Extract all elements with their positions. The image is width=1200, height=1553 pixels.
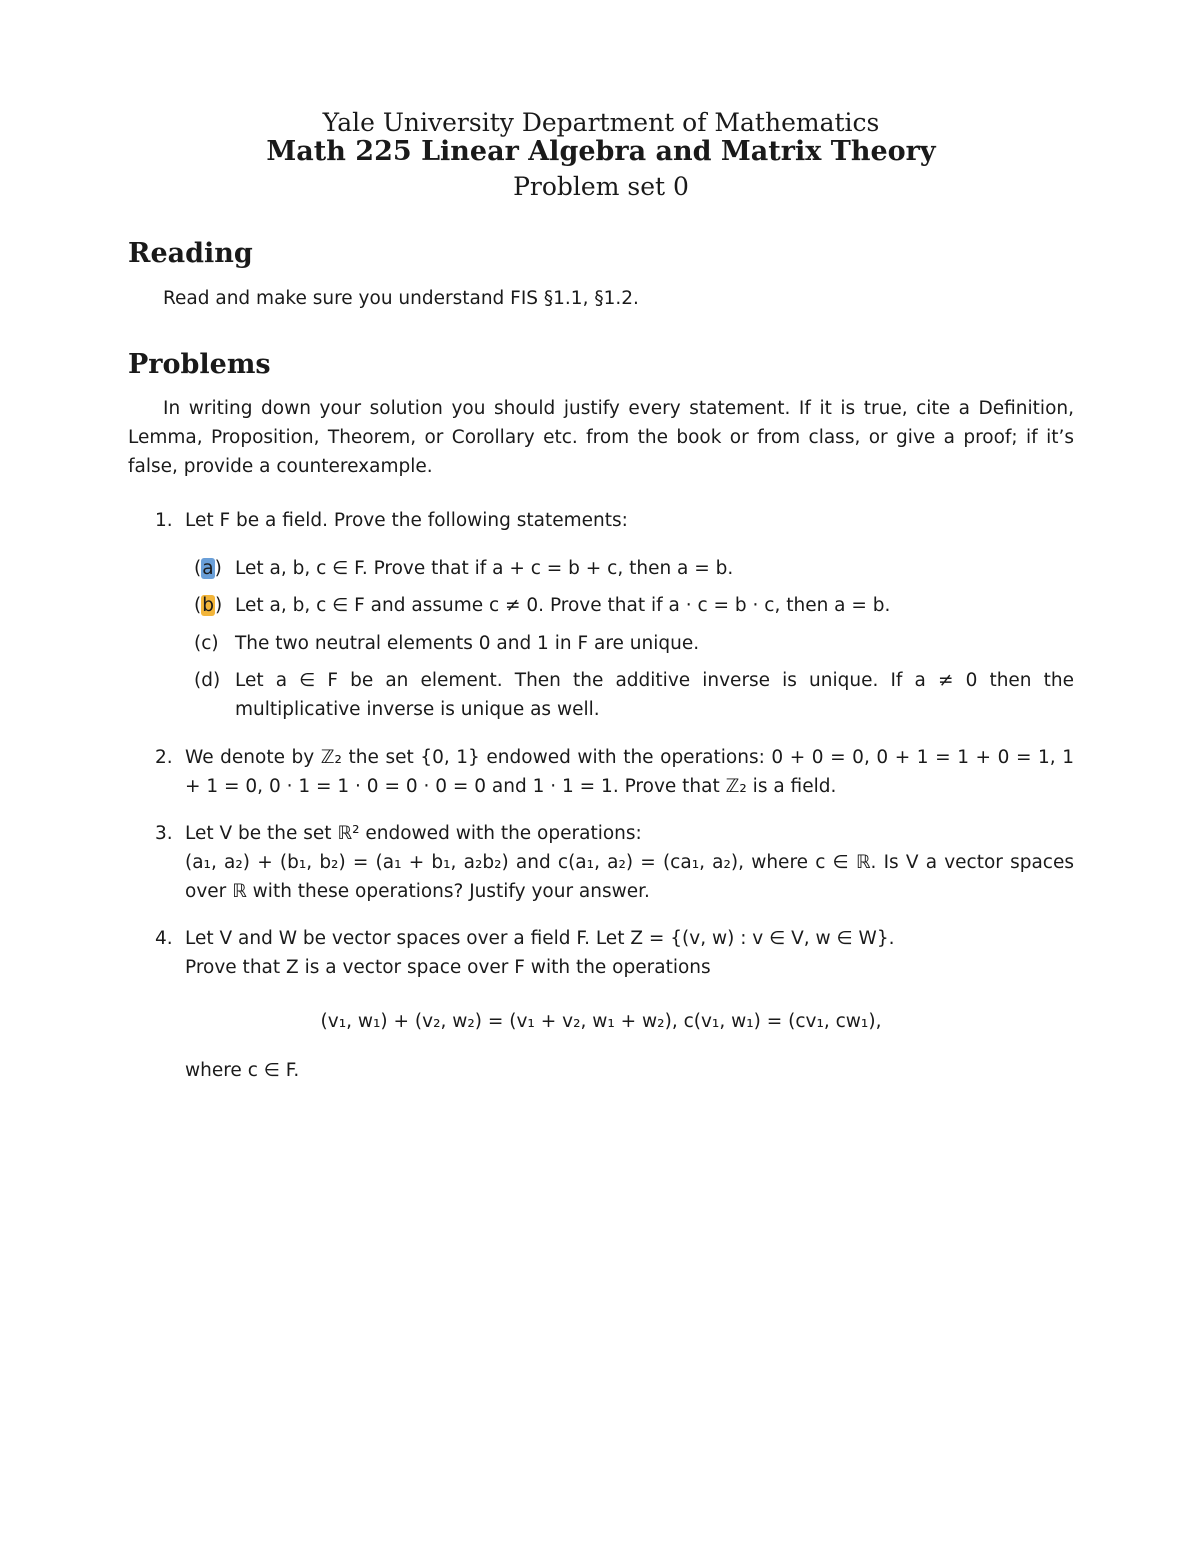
- problems-intro: In writing down your solution you should justify every statement. If it is true, cite a Definition, Lemma, Proposition, Theorem, or Corollary etc. from the book or from class, or give a proof; if it’s false, provide a counterexample.: [128, 398, 1074, 477]
- problem-line: (a₁, a₂) + (b₁, b₂) = (a₁ + b₁, a₂b₂) and c(a₁, a₂) = (ca₁, a₂), where c ∈ ℝ. Is V a vector spaces over ℝ with these operations? Justify your answer.: [185, 852, 1074, 902]
- problem-text: [185, 924, 1074, 982]
- part-text: The two neutral elements 0 and 1 in F are unique.: [235, 633, 700, 654]
- part-label: (c): [194, 633, 219, 654]
- problem-line: Let V be the set ℝ² endowed with the operations:: [185, 823, 642, 844]
- problem-set-title: Problem set 0: [513, 172, 689, 201]
- reading-section-title: Reading: [128, 238, 253, 269]
- part-label: (b): [194, 595, 223, 616]
- problem-line: Let V and W be vector spaces over a field F. Let Z = {(v, w) : v ∈ V, w ∈ W}.: [185, 928, 895, 949]
- problem-number: 2.: [155, 747, 173, 768]
- highlighted-letter: b: [202, 595, 214, 616]
- problems-section-title: Problems: [128, 349, 271, 380]
- where-clause: where c ∈ F.: [185, 1060, 300, 1081]
- part-label: (d): [194, 670, 221, 691]
- problem-text: Let F be a field. Prove the following statements:: [185, 510, 628, 531]
- problem-number: 4.: [155, 928, 173, 949]
- part-text: Let a, b, c ∈ F and assume c ≠ 0. Prove that if a · c = b · c, then a = b.: [235, 595, 891, 616]
- display-equation: (v₁, w₁) + (v₂, w₂) = (v₁ + v₂, w₁ + w₂), c(v₁, w₁) = (cv₁, cw₁),: [320, 1011, 882, 1032]
- problem-line: Prove that Z is a vector space over F with the operations: [185, 957, 711, 978]
- reading-text: Read and make sure you understand FIS §1.1, §1.2.: [163, 288, 639, 309]
- problem-text: [185, 819, 1074, 906]
- highlighted-letter: a: [202, 558, 214, 579]
- course-title: Math 225 Linear Algebra and Matrix Theory: [266, 136, 936, 167]
- department-heading: Yale University Department of Mathematics: [322, 108, 880, 137]
- part-text: Let a, b, c ∈ F. Prove that if a + c = b + c, then a = b.: [235, 558, 734, 579]
- problem-number: 3.: [155, 823, 173, 844]
- part-label: (a): [194, 558, 222, 579]
- problem-number: 1.: [155, 510, 173, 531]
- part-text: Let a ∈ F be an element. Then the additive inverse is unique. If a ≠ 0 then the multiplicative inverse is unique as well.: [235, 670, 1074, 720]
- problem-text: We denote by ℤ₂ the set {0, 1} endowed with the operations: 0 + 0 = 0, 0 + 1 = 1 + 0 = 1, 1 + 1 = 0, 0 · 1 = 1 · 0 = 0 · 0 = 0 and 1 · 1 = 1. Prove that ℤ₂ is a field.: [185, 747, 1074, 797]
